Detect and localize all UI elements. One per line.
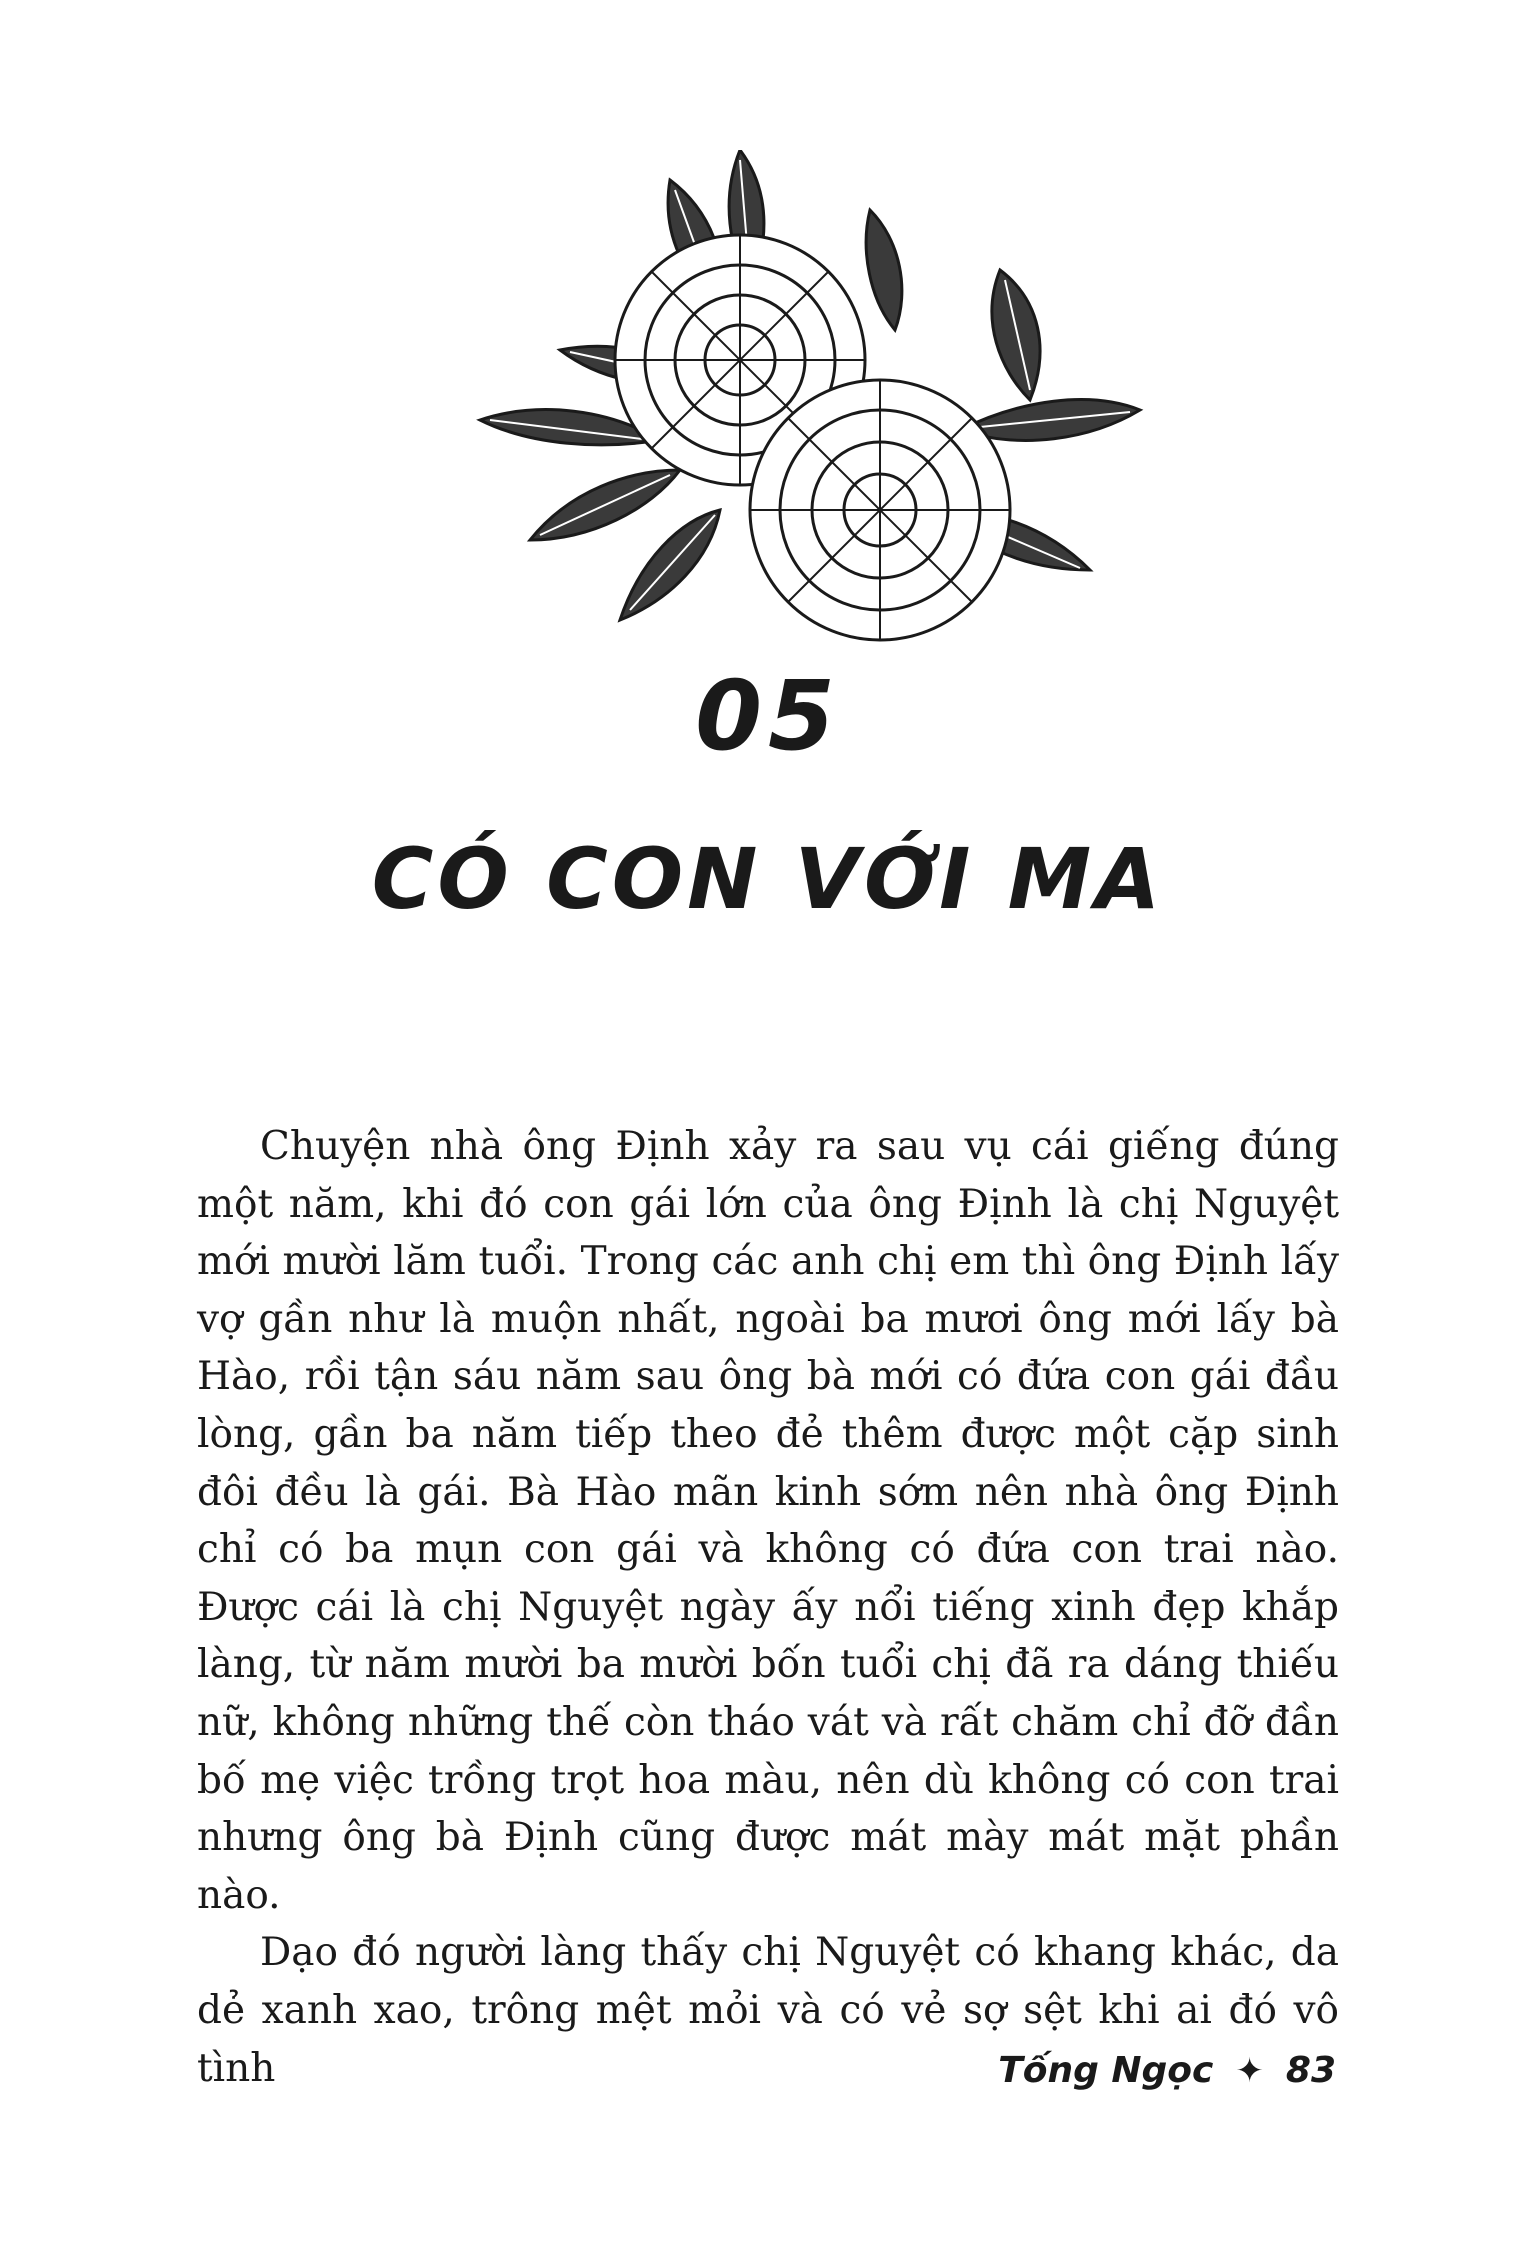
chapter-number: 05 (695, 660, 841, 772)
chrysanthemum-illustration-icon (440, 150, 1160, 690)
star-separator-icon: ✦ (1235, 2050, 1264, 2091)
author-name: Tống Ngọc (998, 2050, 1214, 2091)
page-number: 83 (1285, 2050, 1336, 2091)
chapter-title: CÓ CON VỚI MA (371, 830, 1165, 928)
chapter-body (197, 1118, 1339, 2097)
paragraph: Dạo đó người làng thấy chị Nguyệt có khang khác, da dẻ xanh xao, trông mệt mỏi và có vẻ sợ sệt khi ai đó vô tình (197, 1930, 1339, 2091)
page-footer (998, 2050, 1336, 2091)
paragraph: Chuyện nhà ông Định xảy ra sau vụ cái giếng đúng một năm, khi đó con gái lớn của ông Định là chị Nguyệt mới mười lăm tuổi. Trong các anh chị em thì ông Định lấy vợ gần như là muộn nhất, ngoài ba mươi ông mới lấy bà Hào, rồi tận sáu năm sau ông bà mới có đứa con gái đầu lòng, gần ba năm tiếp theo đẻ thêm được một cặp sinh đôi đều là gái. Bà Hào mãn kinh sớm nên nhà ông Định chỉ có ba mụn con gái và không có đứa con trai nào. Được cái là chị Nguyệt ngày ấy nổi tiếng xinh đẹp khắp làng, từ năm mười ba mười bốn tuổi chị đã ra dáng thiếu nữ, không những thế còn tháo vát và rất chăm chỉ đỡ đần bố mẹ việc trồng trọt hoa màu, nên dù không có con trai nhưng ông bà Định cũng được mát mày mát mặt phần nào. (197, 1124, 1339, 1918)
